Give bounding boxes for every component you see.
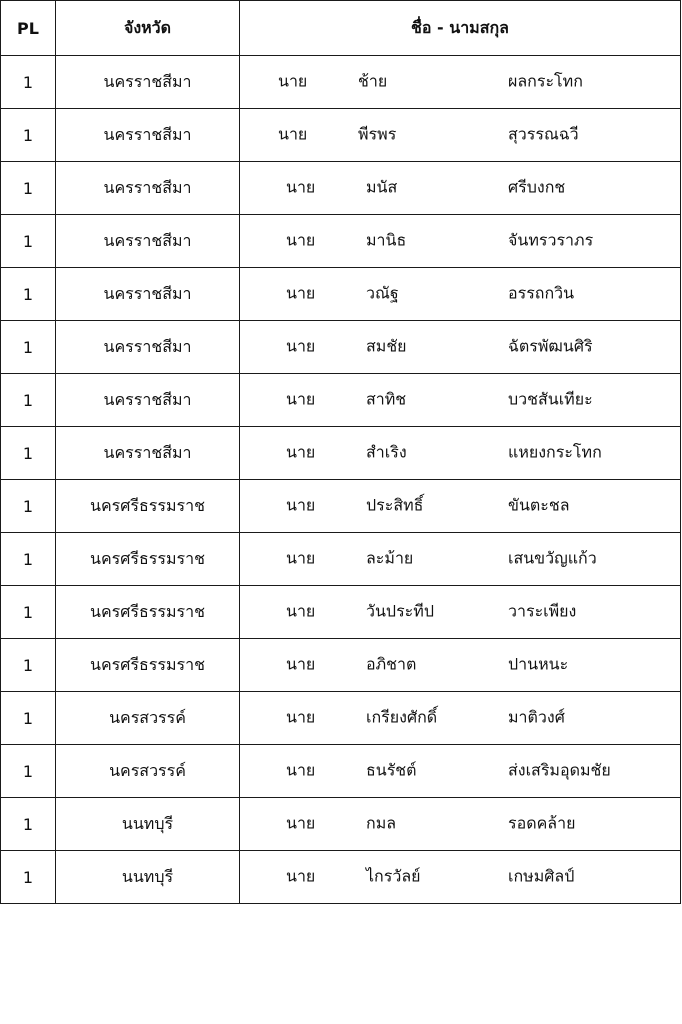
cell-province: นครราชสีมา <box>56 268 240 321</box>
header-pl: PL <box>1 1 56 56</box>
cell-pl: 1 <box>1 56 56 109</box>
cell-name <box>240 321 681 374</box>
cell-province: นครราชสีมา <box>56 215 240 268</box>
table-row <box>1 586 681 639</box>
name-title: นาย <box>286 230 316 250</box>
cell-name <box>240 162 681 215</box>
last-name: ปานหนะ <box>508 654 569 674</box>
name-title: นาย <box>278 71 308 91</box>
cell-name <box>240 56 681 109</box>
cell-name <box>240 692 681 745</box>
cell-province: นครราชสีมา <box>56 162 240 215</box>
name-title: นาย <box>286 177 316 197</box>
last-name: บวชสันเทียะ <box>508 389 593 409</box>
first-name: ละม้าย <box>366 548 414 568</box>
last-name: เสนขวัญแก้ว <box>508 548 597 568</box>
last-name: มาติวงศ์ <box>508 707 565 727</box>
last-name: ผลกระโทก <box>508 71 583 91</box>
first-name: กมล <box>366 813 397 833</box>
cell-pl: 1 <box>1 321 56 374</box>
first-name: มนัส <box>366 177 398 197</box>
name-title: นาย <box>286 336 316 356</box>
cell-pl: 1 <box>1 533 56 586</box>
cell-pl: 1 <box>1 639 56 692</box>
last-name: สุวรรณฉวี <box>508 124 579 144</box>
cell-province: นครศรีธรรมราช <box>56 586 240 639</box>
table-row <box>1 533 681 586</box>
cell-pl: 1 <box>1 162 56 215</box>
table-row <box>1 321 681 374</box>
first-name: พีรพร <box>358 124 397 144</box>
table-row <box>1 745 681 798</box>
cell-pl: 1 <box>1 851 56 904</box>
name-title: นาย <box>286 548 316 568</box>
cell-pl: 1 <box>1 692 56 745</box>
cell-name <box>240 427 681 480</box>
first-name: มานิธ <box>366 230 407 250</box>
cell-name <box>240 851 681 904</box>
last-name: ขันตะชล <box>508 495 570 515</box>
last-name: รอดคล้าย <box>508 813 576 833</box>
cell-pl: 1 <box>1 745 56 798</box>
cell-name <box>240 215 681 268</box>
cell-name <box>240 374 681 427</box>
header-name: ชื่อ - นามสกุล <box>240 1 681 56</box>
first-name: สาทิช <box>366 389 407 409</box>
cell-pl: 1 <box>1 268 56 321</box>
cell-pl: 1 <box>1 109 56 162</box>
table-row <box>1 268 681 321</box>
cell-name <box>240 533 681 586</box>
name-title: นาย <box>286 601 316 621</box>
table-row <box>1 374 681 427</box>
cell-province: นครศรีธรรมราช <box>56 639 240 692</box>
table-row <box>1 215 681 268</box>
cell-name <box>240 268 681 321</box>
cell-name <box>240 798 681 851</box>
table-row <box>1 639 681 692</box>
cell-name <box>240 586 681 639</box>
cell-name <box>240 480 681 533</box>
name-title: นาย <box>278 124 308 144</box>
cell-province: นครราชสีมา <box>56 427 240 480</box>
last-name: แหยงกระโทก <box>508 442 602 462</box>
last-name: ส่งเสริมอุดมชัย <box>508 760 611 780</box>
first-name: สมชัย <box>366 336 407 356</box>
first-name: ช้าย <box>358 71 388 91</box>
cell-province: นนทบุรี <box>56 851 240 904</box>
cell-province: นครราชสีมา <box>56 56 240 109</box>
name-title: นาย <box>286 866 316 886</box>
first-name: อภิชาต <box>366 654 417 674</box>
table-row <box>1 56 681 109</box>
first-name: เกรียงศักดิ์ <box>366 707 438 727</box>
cell-province: นครราชสีมา <box>56 374 240 427</box>
name-title: นาย <box>286 495 316 515</box>
cell-province: นครราชสีมา <box>56 321 240 374</box>
cell-province: นนทบุรี <box>56 798 240 851</box>
cell-pl: 1 <box>1 586 56 639</box>
table-row <box>1 692 681 745</box>
header-row <box>1 1 681 56</box>
cell-pl: 1 <box>1 480 56 533</box>
cell-pl: 1 <box>1 215 56 268</box>
cell-province: นครสวรรค์ <box>56 745 240 798</box>
table-row <box>1 162 681 215</box>
first-name: วณัฐ <box>366 283 399 303</box>
last-name: ศรีบงกช <box>508 177 566 197</box>
cell-province: นครราชสีมา <box>56 109 240 162</box>
first-name: สำเริง <box>366 442 407 462</box>
table-row <box>1 480 681 533</box>
cell-name <box>240 109 681 162</box>
header-province: จังหวัด <box>56 1 240 56</box>
cell-name <box>240 745 681 798</box>
name-title: นาย <box>286 760 316 780</box>
name-title: นาย <box>286 389 316 409</box>
first-name: ไกรวัลย์ <box>366 866 421 886</box>
cell-province: นครศรีธรรมราช <box>56 480 240 533</box>
last-name: วาระเพียง <box>508 601 577 621</box>
cell-province: นครศรีธรรมราช <box>56 533 240 586</box>
name-title: นาย <box>286 442 316 462</box>
cell-name <box>240 639 681 692</box>
first-name: ธนรัชต์ <box>366 760 417 780</box>
table-body <box>1 56 681 904</box>
cell-pl: 1 <box>1 374 56 427</box>
first-name: ประสิทธิ์ <box>366 495 424 515</box>
table-row <box>1 427 681 480</box>
last-name: จันทรวราภร <box>508 230 594 250</box>
table-row <box>1 851 681 904</box>
table-row <box>1 109 681 162</box>
name-title: นาย <box>286 813 316 833</box>
last-name: อรรถกวิน <box>508 283 575 303</box>
name-title: นาย <box>286 283 316 303</box>
cell-pl: 1 <box>1 798 56 851</box>
last-name: ฉัตรพัฒนศิริ <box>508 336 593 356</box>
name-title: นาย <box>286 654 316 674</box>
first-name: วันประทีป <box>366 601 434 621</box>
cell-pl: 1 <box>1 427 56 480</box>
last-name: เกษมศิลป์ <box>508 866 575 886</box>
cell-province: นครสวรรค์ <box>56 692 240 745</box>
name-title: นาย <box>286 707 316 727</box>
table-row <box>1 798 681 851</box>
